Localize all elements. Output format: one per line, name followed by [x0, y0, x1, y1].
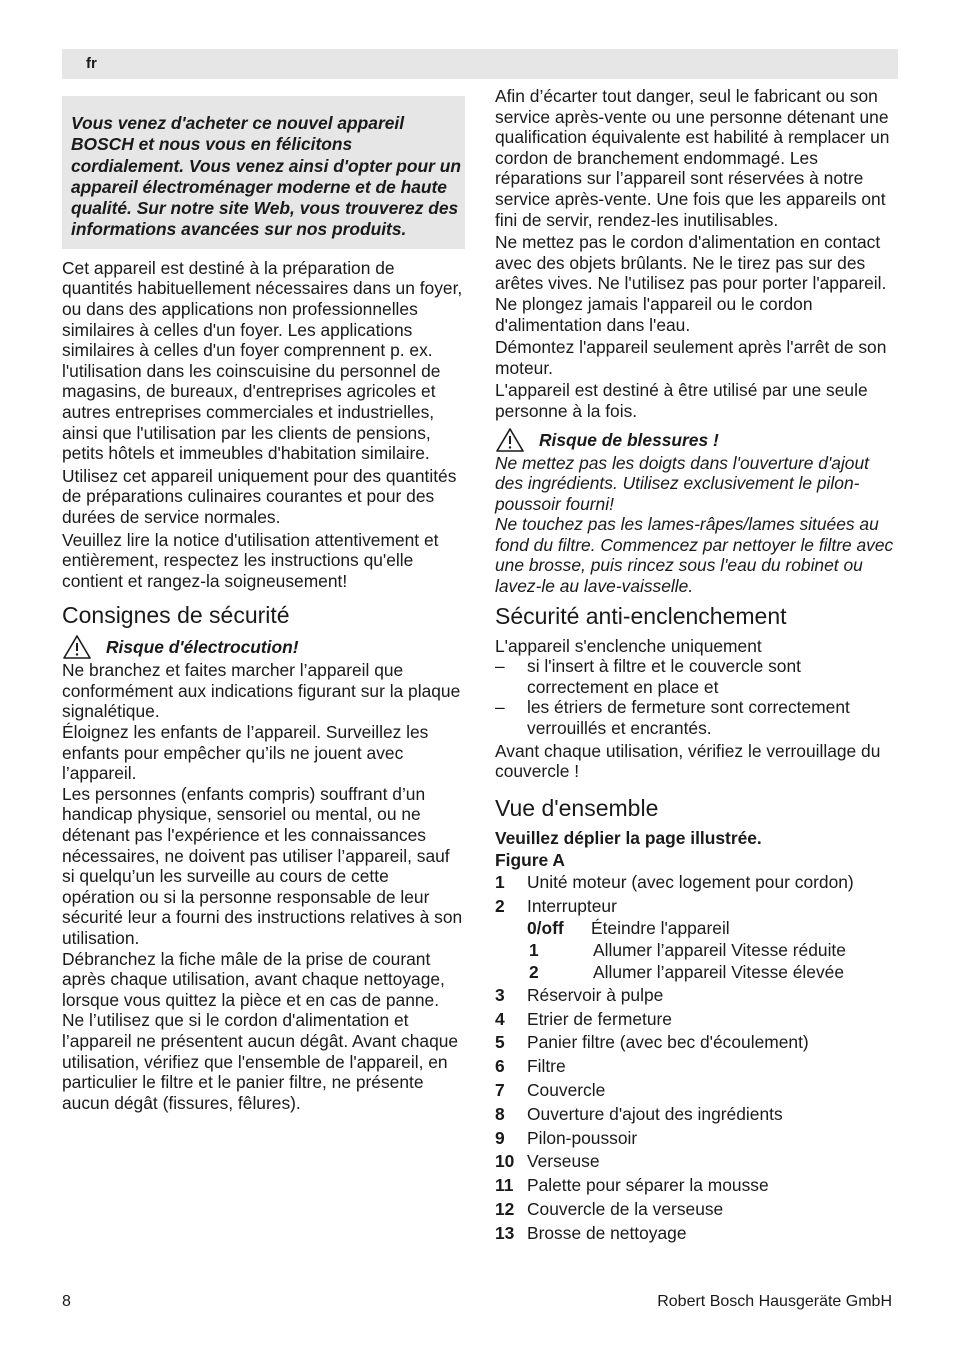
- repair-text: Afin d’écarter tout danger, seul le fabricant ou son service après-vente ou une personne détenant une qualification équivalente est habilité à remplacer un cordon de branchement endommagé. Les réparations sur l’appareil sont réservées à notre service après-vente. Une fois que les appareils ont fini de servir, rendez-les inutilisables.: [495, 86, 890, 230]
- interlock-heading: Sécurité anti-enclenchement: [495, 602, 787, 629]
- list-item: [495, 697, 899, 738]
- switch-setting: [495, 962, 899, 984]
- left-column: [62, 86, 465, 1113]
- part-label: Ouverture d'ajout des ingrédients: [527, 1103, 783, 1124]
- list-item: [495, 1127, 899, 1151]
- part-label: Panier filtre (avec bec d'écoulement): [527, 1032, 809, 1053]
- list-item: [495, 1103, 899, 1127]
- intro-box: Vous venez d'acheter ce nouvel appareil BOSCH et nous vous en félicitons cordialement. Vous venez ainsi d'opter pour un appareil électroménager moderne et de haute qualité. Sur notre site Web, vous trouverez des informations avancées sur nos produits.: [62, 96, 465, 249]
- safety-text-2: Éloignez les enfants de l’appareil. Surveillez les enfants pour empêcher qu’ils ne jouent avec l’appareil.: [62, 722, 429, 784]
- part-number: 10: [495, 1151, 515, 1172]
- warning-triangle-icon: [495, 427, 525, 453]
- safety-text-1: Ne branchez et faites marcher l’appareil que conformément aux indications figurant sur la plaque signalétique.: [62, 660, 461, 722]
- part-number: 8: [495, 1103, 505, 1124]
- language-label: fr: [86, 55, 97, 72]
- injury-warning: [495, 427, 899, 453]
- part-label: Pilon-poussoir: [527, 1127, 638, 1148]
- cord-text: Ne mettez pas le cordon d'alimentation en contact avec des objets brûlants. Ne le tirez pas sur des arêtes vives. Ne l'utilisez pas pour porter l'appareil. Ne plongez jamais l'appareil ou le cordon d'alimentation dans l'eau.: [495, 232, 887, 335]
- setting-key: 2: [529, 962, 539, 982]
- figure-label: Figure A: [495, 849, 565, 870]
- list-item: [495, 1079, 899, 1103]
- part-number: 2: [495, 895, 505, 916]
- list-item: [495, 656, 899, 697]
- part-number: 6: [495, 1056, 505, 1077]
- read-manual-text: Veuillez lire la notice d'utilisation attentivement et entièrement, respectez les instructions qu'elle contient et rangez-la soigneusement!: [62, 529, 439, 591]
- dash-mark: –: [495, 697, 505, 718]
- part-number: 5: [495, 1032, 505, 1053]
- list-item-text: les étriers de fermeture sont correctement verrouillés et encrantés.: [527, 697, 850, 739]
- single-user-text: L'appareil est destiné à être utilisé par une seule personne à la fois.: [495, 380, 868, 421]
- safety-heading: Consignes de sécurité: [62, 602, 290, 629]
- list-item: [495, 1150, 899, 1174]
- page-number: 8: [62, 1293, 71, 1310]
- part-label: Unité moteur (avec logement pour cordon): [527, 871, 854, 892]
- safety-text-3: Les personnes (enfants compris) souffrant d’un handicap physique, sensoriel ou mental, ou ne détenant pas l'expérience et les connaissances nécessaires, ne doivent pas utiliser l’appareil, sauf si quelqu’un les surveille au cours de cette opération ou si la personne responsable de leur sécurité leur a fourni des instructions relatives à son utilisation.: [62, 783, 463, 948]
- injury-text-1: Ne mettez pas les doigts dans l'ouverture d'ajout des ingrédients. Utilisez exclusivement le pilon-poussoir fourni!: [495, 452, 869, 514]
- setting-label: Allumer l’appareil Vitesse élevée: [593, 962, 845, 982]
- electrocution-warning: [62, 634, 465, 660]
- part-label: Palette pour séparer la mousse: [527, 1175, 769, 1196]
- right-column: [495, 86, 899, 1246]
- safety-text-5: Ne l’utilisez que si le cordon d'alimentation et l’appareil ne présentent aucun dégât. Avant chaque utilisation, vérifiez que l'ensemble de l'appareil, en particulier le filtre et le panier filtre, ne présente aucun dégât (fissures, fêlures).: [62, 1010, 459, 1113]
- parts-list: [495, 871, 899, 1246]
- company-name: Robert Bosch Hausgeräte GmbH: [657, 1293, 892, 1310]
- interlock-intro: L'appareil s'enclenche uniquement: [495, 635, 762, 656]
- part-number: 11: [495, 1175, 514, 1196]
- disassemble-text: Démontez l'appareil seulement après l'arrêt de son moteur.: [495, 337, 887, 378]
- language-bar: [62, 49, 898, 79]
- list-item-text: si l'insert à filtre et le couvercle sont correctement en place et: [527, 656, 801, 697]
- part-number: 13: [495, 1222, 515, 1243]
- dash-mark: –: [495, 656, 505, 677]
- intended-use-text: Cet appareil est destiné à la préparation de quantités habituellement nécessaires dans un foyer, ou dans des applications non professionnelles similaires à celles d'un foyer. Les applications similaires à celles d'un foyer comprennent p. ex. l'utilisation dans les coinscuisine du personnel de magasins, de bureaux, d'entreprises agricoles et autres entreprises commerciales et industrielles, ainsi que l'utilisation par les clients de pensions, petits hôtels et immeubles d'habitation similaire.: [62, 257, 463, 464]
- part-number: 12: [495, 1198, 515, 1219]
- part-number: 3: [495, 984, 505, 1005]
- list-item: [495, 871, 899, 895]
- setting-label: Allumer l’appareil Vitesse réduite: [593, 940, 846, 961]
- warning-label: Risque d'électrocution!: [106, 637, 299, 658]
- warning-label: Risque de blessures !: [539, 429, 719, 450]
- setting-label: Éteindre l'appareil: [591, 918, 730, 939]
- switch-setting: [495, 918, 899, 940]
- list-item: [495, 1222, 899, 1246]
- part-number: 4: [495, 1008, 505, 1029]
- part-label: Verseuse: [527, 1151, 600, 1172]
- switch-setting: [495, 940, 899, 962]
- part-number: 9: [495, 1127, 505, 1148]
- part-label: Brosse de nettoyage: [527, 1222, 687, 1243]
- list-item: [495, 1031, 899, 1055]
- injury-text-2: Ne touchez pas les lames-râpes/lames situées au fond du filtre. Commencez par nettoyer le filtre avec une brosse, puis rincez sous l'eau du robinet ou lavez-le au lave-vaisselle.: [495, 514, 894, 597]
- warning-triangle-icon: [62, 634, 92, 660]
- list-item: [495, 895, 899, 919]
- list-item: [495, 1008, 899, 1032]
- interlock-list: [495, 656, 899, 738]
- usage-text: Utilisez cet appareil uniquement pour des quantités de préparations culinaires courantes et pour des durées de service normales.: [62, 465, 457, 527]
- list-item: [495, 984, 899, 1008]
- part-label: Réservoir à pulpe: [527, 984, 664, 1005]
- part-number: 1: [495, 871, 505, 892]
- list-item: [495, 1198, 899, 1222]
- safety-text-4: Débranchez la fiche mâle de la prise de courant après chaque utilisation, avant chaque nettoyage, lorsque vous quittez la pièce et en cas de panne.: [62, 948, 445, 1010]
- unfold-text: Veuillez déplier la page illustrée.: [495, 827, 762, 848]
- setting-key: 0/off: [527, 918, 564, 939]
- list-item: [495, 1174, 899, 1198]
- list-item: [495, 1055, 899, 1079]
- part-label: Couvercle: [527, 1079, 606, 1100]
- part-label: Couvercle de la verseuse: [527, 1198, 724, 1219]
- setting-key: 1: [529, 940, 539, 961]
- part-label: Filtre: [527, 1056, 566, 1077]
- interlock-after: Avant chaque utilisation, vérifiez le verrouillage du couvercle !: [495, 740, 881, 782]
- part-label: Interrupteur: [527, 895, 617, 916]
- overview-heading: Vue d'ensemble: [495, 794, 659, 821]
- part-number: 7: [495, 1079, 505, 1100]
- part-label: Etrier de fermeture: [527, 1008, 672, 1029]
